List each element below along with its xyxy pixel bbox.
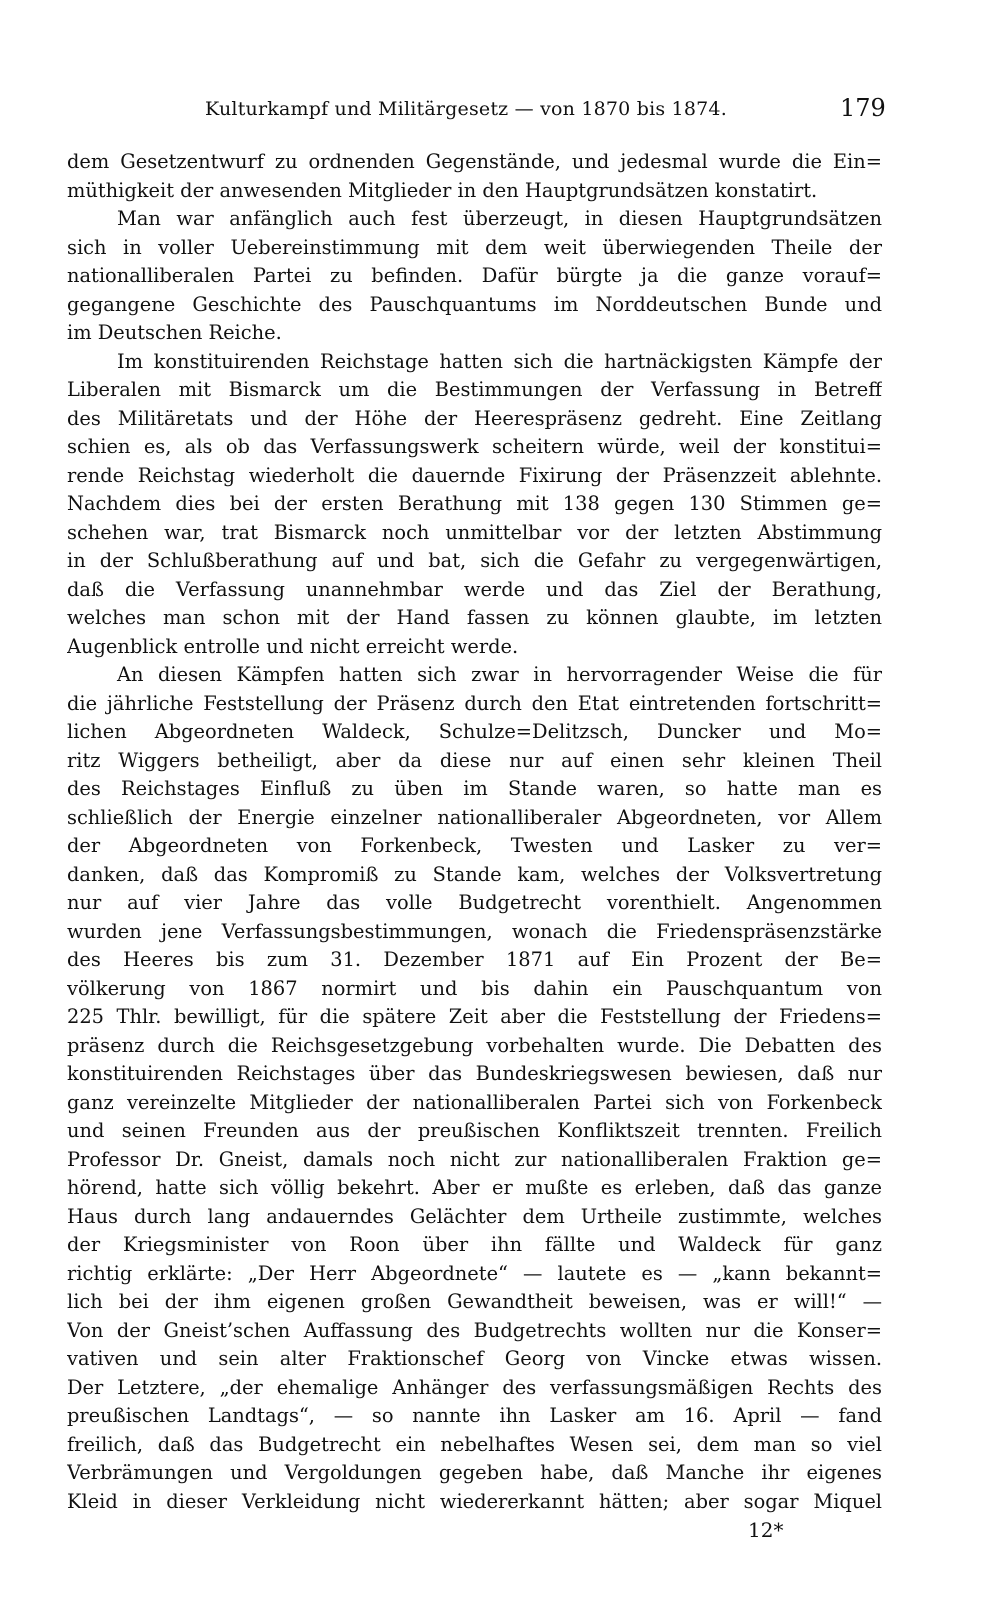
text-line: preußischen Landtags“, — so nannte ihn Lasker am 16. April — fand — [67, 1404, 882, 1427]
running-head: Kulturkampf und Militärgesetz — von 1870 bis 1874. — [205, 98, 727, 120]
text-line: Im konstituirenden Reichstage hatten sich die hartnäckigsten Kämpfe der — [117, 349, 882, 373]
text-line: daß die Verfassung unannehmbar werde und das Ziel der Berathung, — [67, 577, 882, 601]
text-line: konstituirenden Reichstages über das Bundeskriegswesen bewiesen, daß nur — [67, 1062, 882, 1085]
text-line: und seinen Freunden aus der preußischen Konfliktszeit trennten. Freilich — [67, 1119, 882, 1142]
text-line: in der Schlußberathung auf und bat, sich die Gefahr zu vergegenwärtigen, — [67, 549, 882, 572]
text-line: hörend, hatte sich völlig bekehrt. Aber er mußte es erleben, daß das ganze — [67, 1176, 882, 1199]
text-line: Augenblick entrolle und nicht erreicht werde. — [67, 634, 519, 658]
text-line: Haus durch lang andauerndes Gelächter dem Urtheile zustimmte, welches — [67, 1204, 882, 1228]
text-line: An diesen Kämpfen hatten sich zwar in hervorragender Weise die für — [117, 663, 882, 686]
text-line: lich bei der ihm eigenen großen Gewandtheit beweisen, was er will!“ — — [67, 1290, 882, 1313]
text-line: schließlich der Energie einzelner nationalliberaler Abgeordneten, vor Allem — [67, 805, 882, 829]
text-line: lichen Abgeordneten Waldeck, Schulze=Delitzsch, Duncker und Mo= — [67, 720, 882, 743]
text-line: Nachdem dies bei der ersten Berathung mit 138 gegen 130 Stimmen ge= — [67, 492, 882, 515]
text-line: der Abgeordneten von Forkenbeck, Twesten und Lasker zu ver= — [67, 834, 882, 857]
text-line: des Reichstages Einfluß zu üben im Stande waren, so hatte man es — [67, 777, 882, 800]
text-line: nur auf vier Jahre das volle Budgetrecht vorenthielt. Angenommen — [67, 891, 882, 914]
page-header — [0, 92, 1000, 132]
signature-mark: 12* — [748, 1518, 784, 1542]
text-line: wurden jene Verfassungsbestimmungen, wonach die Friedenspräsenzstärke — [67, 919, 882, 943]
text-line: ganz vereinzelte Mitglieder der nationalliberalen Partei sich von Forkenbeck — [67, 1090, 882, 1114]
text-line: Professor Dr. Gneist, damals noch nicht zur nationalliberalen Fraktion ge= — [67, 1147, 882, 1171]
text-line: des Militäretats und der Höhe der Heerespräsenz gedreht. Eine Zeitlang — [67, 406, 882, 430]
text-line: im Deutschen Reiche. — [67, 321, 282, 344]
text-line: rende Reichstag wiederholt die dauernde Fixirung der Präsenzzeit ablehnte. — [67, 463, 882, 487]
text-line: Kleid in dieser Verkleidung nicht wiedererkannt hätten; aber sogar Miquel — [67, 1489, 882, 1513]
text-line: danken, daß das Kompromiß zu Stande kam, welches der Volksvertretung — [67, 862, 882, 886]
text-line: freilich, daß das Budgetrecht ein nebelhaftes Wesen sei, dem man so viel — [67, 1432, 882, 1456]
text-line: schien es, als ob das Verfassungswerk scheitern würde, weil der konstitui= — [67, 435, 882, 458]
text-line: richtig erklärte: „Der Herr Abgeordnete“ — lautete es — „kann bekannt= — [67, 1261, 882, 1285]
text-line: des Heeres bis zum 31. Dezember 1871 auf Ein Prozent der Be= — [67, 948, 882, 971]
text-line: nationalliberalen Partei zu befinden. Dafür bürgte ja die ganze vorauf= — [67, 264, 882, 287]
text-line: 225 Thlr. bewilligt, für die spätere Zeit aber die Feststellung der Friedens= — [67, 1005, 882, 1028]
text-line: die jährliche Feststellung der Präsenz durch den Etat eintretenden fortschritt= — [67, 691, 882, 715]
text-line: Man war anfänglich auch fest überzeugt, in diesen Hauptgrundsätzen — [117, 207, 882, 230]
text-line: dem Gesetzentwurf zu ordnenden Gegenstände, und jedesmal wurde die Ein= — [67, 150, 882, 173]
text-line: ritz Wiggers betheiligt, aber da diese nur auf einen sehr kleinen Theil — [67, 748, 882, 772]
text-line: vativen und sein alter Fraktionschef Georg von Vincke etwas wissen. — [67, 1347, 882, 1370]
text-line: Von der Gneist’schen Auffassung des Budgetrechts wollten nur die Konser= — [67, 1318, 882, 1342]
body-text — [67, 148, 882, 1516]
text-line: völkerung von 1867 normirt und bis dahin ein Pauschquantum von — [67, 976, 882, 1000]
text-line: schehen war, trat Bismarck noch unmittelbar vor der letzten Abstimmung — [67, 520, 882, 544]
text-line: Der Letztere, „der ehemalige Anhänger des verfassungsmäßigen Rechts des — [67, 1375, 882, 1399]
page-number: 179 — [840, 94, 886, 122]
text-line: müthigkeit der anwesenden Mitglieder in den Hauptgrundsätzen konstatirt. — [67, 178, 818, 202]
text-line: gegangene Geschichte des Pauschquantums im Norddeutschen Bunde und — [67, 292, 882, 316]
text-line: präsenz durch die Reichsgesetzgebung vorbehalten wurde. Die Debatten des — [67, 1033, 882, 1057]
text-line: der Kriegsminister von Roon über ihn fällte und Waldeck für ganz — [67, 1233, 882, 1256]
text-line: Liberalen mit Bismarck um die Bestimmungen der Verfassung in Betreff — [67, 378, 882, 401]
text-line: Verbrämungen und Vergoldungen gegeben habe, daß Manche ihr eigenes — [67, 1461, 882, 1484]
text-line: sich in voller Uebereinstimmung mit dem weit überwiegenden Theile der — [67, 235, 882, 259]
text-line: welches man schon mit der Hand fassen zu können glaubte, im letzten — [67, 606, 882, 629]
